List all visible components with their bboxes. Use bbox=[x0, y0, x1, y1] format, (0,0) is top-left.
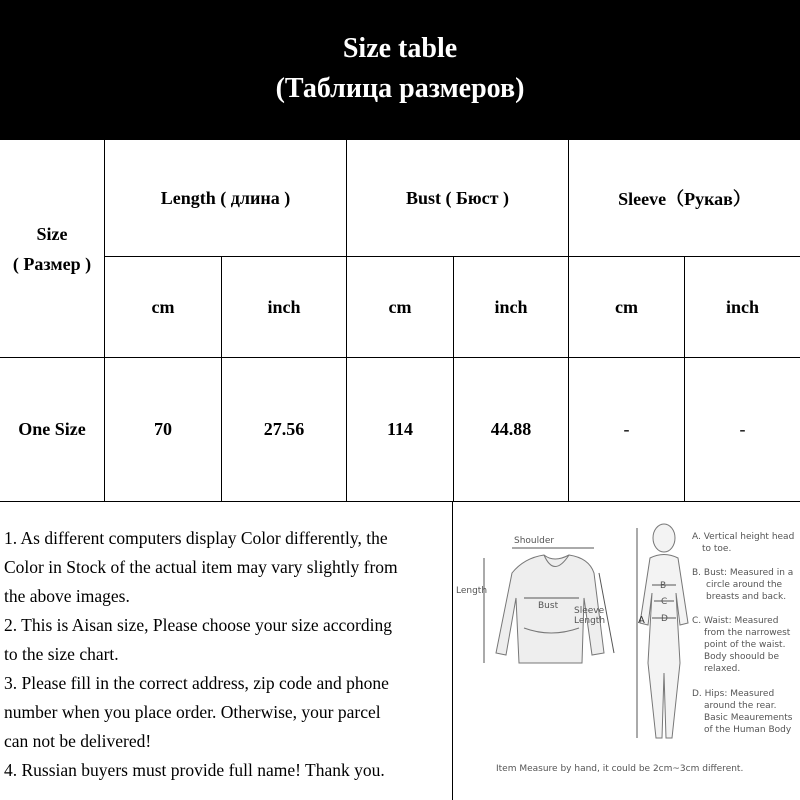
marker-a: A bbox=[638, 615, 645, 626]
row-size-label: One Size bbox=[18, 419, 86, 439]
note-line: 4. Russian buyers must provide full name! Thank you. bbox=[4, 760, 385, 780]
marker-b: B bbox=[660, 581, 667, 591]
size-header-label: Size bbox=[36, 223, 68, 244]
measurement-diagram bbox=[454, 503, 800, 800]
sleeve-label: Sleeve bbox=[574, 606, 605, 616]
marker-d: D bbox=[661, 614, 668, 624]
note-line: the above images. bbox=[4, 586, 130, 606]
legend-d-line: Basic Meaurements bbox=[704, 713, 793, 723]
legend-c-line: from the narrowest bbox=[704, 628, 791, 638]
human-figure bbox=[640, 524, 688, 738]
note-line: 1. As different computers display Color differently, the bbox=[4, 528, 388, 548]
legend-a-line: to toe. bbox=[702, 544, 732, 554]
legend-a-line: A. Vertical height head bbox=[692, 532, 795, 542]
length-label: Length bbox=[456, 586, 488, 596]
unit-header-bust-inch: inch bbox=[494, 296, 528, 317]
note-line: 2. This is Aisan size, Please choose your size according bbox=[4, 615, 392, 635]
legend-c-line: Body shoould be bbox=[704, 652, 780, 662]
row-bust-inch: 44.88 bbox=[490, 419, 532, 439]
group-header-bust: Bust ( Бюст ) bbox=[406, 187, 509, 208]
row-length-inch: 27.56 bbox=[263, 419, 305, 439]
unit-header-length-cm: cm bbox=[151, 296, 175, 317]
group-header-length: Length ( длина ) bbox=[160, 187, 291, 208]
note-line: can not be delivered! bbox=[4, 731, 152, 751]
notes-diagram-divider bbox=[452, 502, 453, 800]
legend-c-line: C. Waist: Measured bbox=[692, 616, 779, 626]
notes-list bbox=[4, 524, 444, 785]
note-line: to the size chart. bbox=[4, 644, 119, 664]
size-header-cell bbox=[0, 140, 104, 357]
legend-c-line: point of the waist. bbox=[704, 640, 786, 650]
row-length-cm: 70 bbox=[154, 419, 172, 439]
row-sleeve-cm: - bbox=[623, 419, 630, 439]
unit-header-sleeve-cm: cm bbox=[615, 296, 638, 317]
note-line: Color in Stock of the actual item may vary slightly from bbox=[4, 557, 398, 577]
group-header-sleeve: Sleeve（Рукав） bbox=[618, 189, 751, 209]
unit-header-length-inch: inch bbox=[267, 296, 301, 317]
legend-d-line: of the Human Body bbox=[704, 725, 792, 735]
diagram-footnote: Item Measure by hand, it could be 2cm~3cm different. bbox=[496, 764, 744, 774]
legend-b-line: B. Bust: Measured in a bbox=[692, 568, 794, 578]
bust-label: Bust bbox=[538, 601, 559, 611]
legend-d-line: around the rear. bbox=[704, 701, 777, 711]
legend-c-line: relaxed. bbox=[704, 664, 741, 674]
sleeve-label-2: Length bbox=[574, 616, 606, 626]
legend bbox=[692, 532, 794, 735]
note-line: 3. Please fill in the correct address, zip code and phone bbox=[4, 673, 389, 693]
shoulder-label: Shoulder bbox=[514, 536, 555, 546]
legend-b-line: circle around the bbox=[706, 580, 783, 590]
row-bust-cm: 114 bbox=[386, 419, 413, 439]
note-line: number when you place order. Otherwise, your parcel bbox=[4, 702, 381, 722]
table-bottom-border bbox=[0, 501, 800, 502]
legend-b-line: breasts and back. bbox=[706, 592, 787, 602]
row-sleeve-inch: - bbox=[739, 419, 746, 439]
size-header-label-ru: ( Размер ) bbox=[12, 253, 92, 274]
page-subtitle: (Таблица размеров) bbox=[275, 73, 525, 104]
legend-d-line: D. Hips: Measured bbox=[692, 689, 775, 699]
marker-c: C bbox=[661, 597, 668, 607]
unit-header-sleeve-inch: inch bbox=[725, 296, 759, 317]
page-title: Size table bbox=[342, 33, 458, 64]
unit-header-bust-cm: cm bbox=[388, 296, 412, 317]
size-table-header bbox=[0, 0, 800, 138]
